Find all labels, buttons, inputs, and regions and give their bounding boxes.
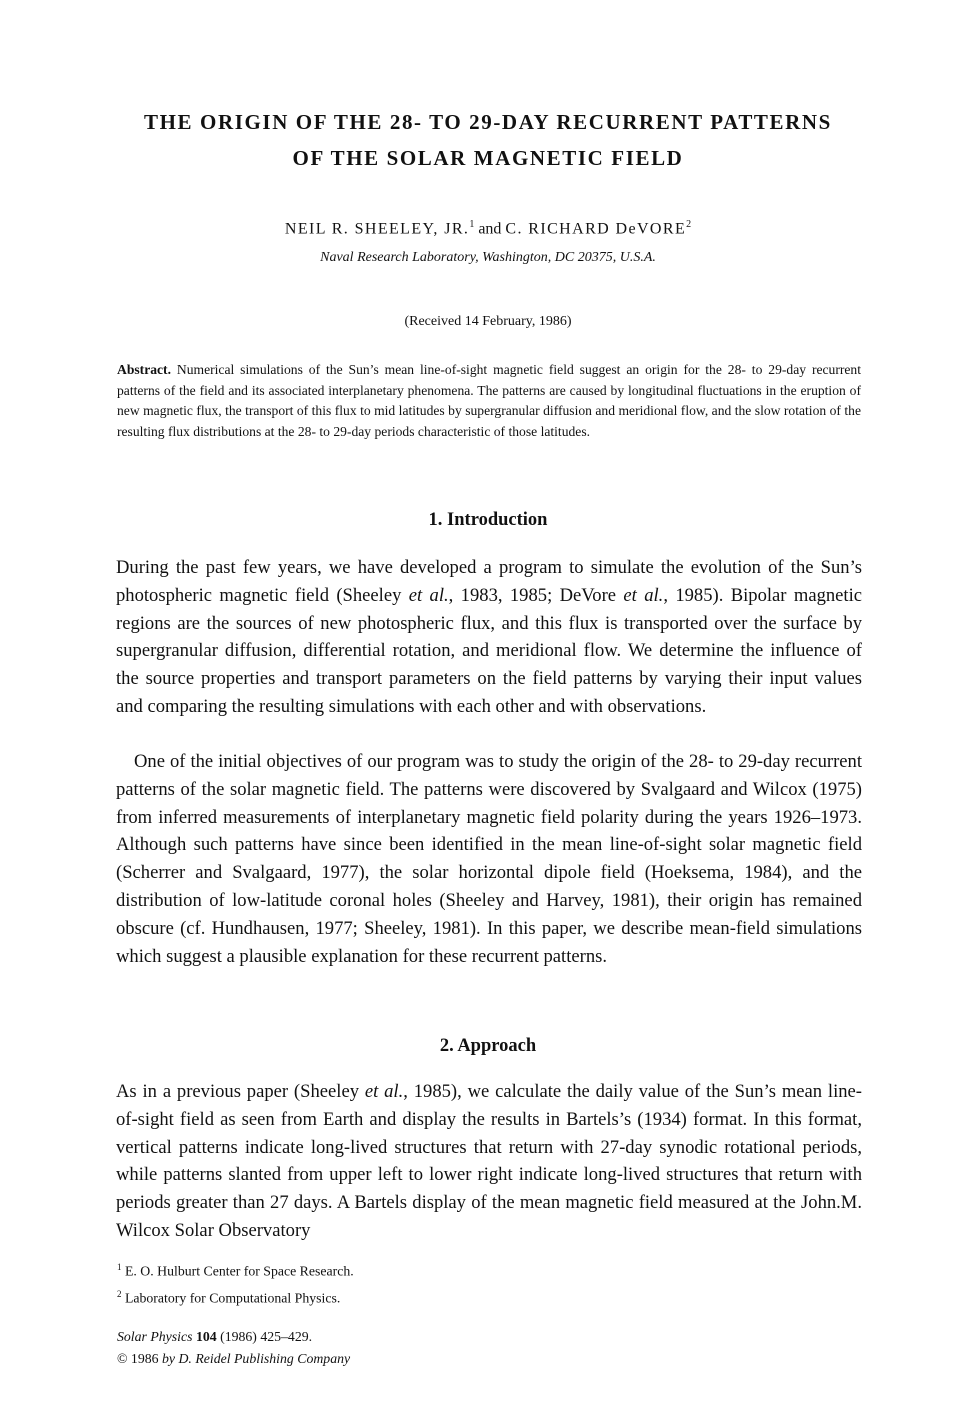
journal-reference [117, 1326, 350, 1348]
title-line-2: OF THE SOLAR MAGNETIC FIELD [292, 146, 684, 170]
abstract-text: Numerical simulations of the Sun’s mean line-of-sight magnetic field suggest an origin for the 28- to 29-day recurrent patterns of the field and its associated interplanetary phenomena. The patterns are caused by longitudinal fluctuations in the eruption of new magnetic flux, the transport of this flux to mid latitudes by supergranular diffusion and meridional flow, and the slow rotation of the resulting flux distributions at the 28- to 29-day periods characteristic of those latitudes. [117, 362, 861, 439]
abstract-label: Abstract. [117, 362, 171, 377]
journal-volume: 104 [195, 1329, 217, 1344]
footnote-1 [117, 1256, 354, 1283]
copyright-symbol-year: © 1986 [117, 1351, 162, 1366]
footnote-1-mark: 1 [117, 1262, 122, 1272]
author-line [0, 219, 976, 238]
section-2-paragraph-1 [116, 1078, 862, 1245]
copyright-publisher: by D. Reidel Publishing Company [161, 1351, 351, 1366]
author-1-footnote-mark: 1 [469, 219, 475, 230]
journal-pages: (1986) 425–429. [216, 1329, 313, 1344]
author-2-footnote-mark: 2 [686, 219, 692, 230]
text-run: During the past few years, we have developed a program to simulate the evolution of the Sun’s photospheric magnetic field (Sheeley [116, 557, 862, 606]
title-line-1: THE ORIGIN OF THE 28- TO 29-DAY RECURRENT PATTERNS [144, 110, 832, 134]
section-1-paragraph-2: One of the initial objectives of our program was to study the origin of the 28- to 29-day recurrent patterns of the solar magnetic field. The patterns were discovered by Svalgaard and Wilcox (1975) from inferred measurements of interplanetary magnetic field polarity during the years 1926–1973. Although such patterns have since been identified in the mean line-of-sight solar magnetic field (Scherrer and Svalgaard, 1977), the solar horizontal dipole field (Hoeksema, 1984), and the distribution of low-latitude coronal holes (Sheeley and Harvey, 1981), their origin has remained obscure (cf. Hundhausen, 1977; Sheeley, 1981). In this paper, we describe mean-field simulations which suggest a plausible explanation for these recurrent patterns. [116, 751, 862, 967]
section-2-heading: 2. Approach [439, 1036, 537, 1056]
author-1: NEIL R. SHEELEY, JR. [284, 220, 470, 238]
text-run-italic: et al. [623, 584, 664, 606]
text-run: , 1983, 1985; DeVore [448, 584, 624, 606]
section-1-heading: 1. Introduction [428, 510, 548, 530]
footnotes [117, 1256, 354, 1309]
footnote-2-mark: 2 [117, 1288, 122, 1299]
author-conjunction: and [474, 220, 506, 238]
text-run: , 1985), we calculate the daily value of the Sun’s mean line-of-sight field as seen from Earth and display the results in Bartels’s (1934) format. In this format, vertical patterns indicate long-lived structures that return with 27-day synodic rotational periods, while patterns slanted from upper left to lower right indicate long-lived structures that return with periods greater than 27 days. A Bartels display of the mean magnetic field measured at the John.M. Wilcox Solar Observatory [116, 1081, 862, 1241]
author-2: C. RICHARD DeVORE [505, 220, 687, 238]
text-run-italic: et al. [408, 584, 449, 606]
received-date: (Received 14 February, 1986) [404, 314, 572, 329]
paper-title [60, 104, 916, 176]
affiliation: Naval Research Laboratory, Washington, DC 20375, U.S.A. [320, 250, 656, 265]
text-run: As in a previous paper (Sheeley [116, 1081, 365, 1102]
footnote-1-text: E. O. Hulburt Center for Space Research. [121, 1263, 354, 1279]
copyright-line [117, 1348, 350, 1370]
journal-name: Solar Physics [117, 1329, 193, 1344]
text-run: , 1985). Bipolar magnetic regions are the sources of new photospheric flux, and this flux is transported over the surface by supergranular diffusion, differential rotation, and meridional flow. We determine the influence of the source properties and transport parameters on the field patterns by varying their input values and comparing the resulting simulations with each other and with observations. [116, 584, 863, 717]
section-1-paragraph-1 [116, 554, 862, 721]
journal-citation [117, 1326, 350, 1370]
footnote-2 [117, 1283, 354, 1310]
abstract [117, 360, 861, 442]
text-run-italic: et al. [364, 1081, 404, 1102]
footnote-2-text: Laboratory for Computational Physics. [121, 1290, 341, 1306]
